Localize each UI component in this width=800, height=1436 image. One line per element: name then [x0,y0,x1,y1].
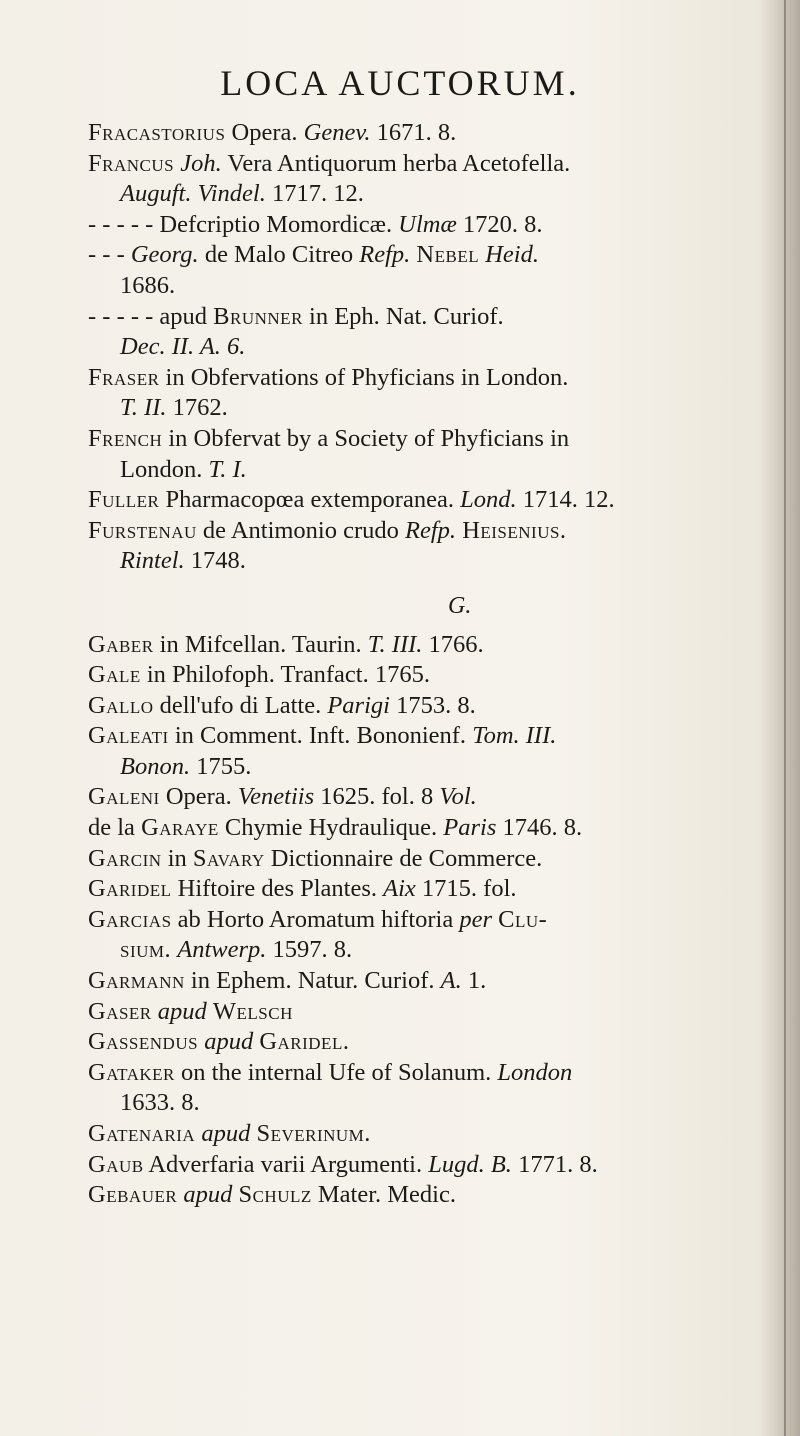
bibliography-entry [88,1180,768,1211]
italic-text: Joh. [180,149,222,177]
entry-text: 1686. [120,271,176,299]
bibliography-entry [88,905,768,966]
bibliography-entry [88,691,768,722]
entry-text: 1746. 8. [496,814,583,842]
running-head: LOCA AUCTORUM. [220,63,580,103]
italic-text: T. I. [208,455,247,483]
author-name: Garcias [88,905,172,933]
author-name: Garmann [88,967,185,995]
entry-text: ab Horto Aromatum hiftoria [171,905,460,933]
entry-text: 1762. [166,394,228,422]
entry-text: de Antimonio crudo [196,516,406,544]
author-name: Gatenaria [88,1120,196,1147]
entry-first-line [88,966,768,997]
bibliography-entry [88,813,768,844]
bibliography-entry [88,210,768,241]
bibliography-entry [88,302,768,363]
author-name: Francus [88,149,175,177]
entry-text: 1625. fol. 8 [314,783,440,811]
italic-text: Lond. [460,486,517,514]
entry-text: Hiftoire des Plantes. [171,875,384,903]
entry-first-line [88,905,768,936]
entry-text: Adverfaria varii Argumenti. [143,1150,429,1178]
entry-text: in Obfervat by a Society of Phyficians in [162,424,570,452]
entry-text: in Ephem. Natur. Curiof. [184,967,441,995]
author-name: Fraser [88,363,160,391]
entry-continuation-line [88,271,768,302]
bibliography-entry [88,721,768,782]
italic-text: Bonon. [120,752,191,780]
bibliography-entry [88,516,768,577]
entry-text: London. [120,455,209,483]
entry-text: 1748. [184,547,246,575]
entry-first-line [88,721,768,752]
entry-text: - - - - - apud [88,302,214,330]
entry-text: 1753. 8. [389,691,476,719]
author-name: Gale [88,661,141,689]
entry-first-line [88,363,768,394]
entry-text: 1. [461,967,487,995]
author-name: French [88,424,163,452]
entry-continuation-line [88,393,768,424]
entry-first-line [88,1027,768,1058]
bibliography-entry [88,240,768,301]
entry-text: in Mifcellan. Taurin. [153,630,368,658]
author-name: Garidel [88,875,172,903]
bibliography-entry [88,997,768,1028]
author-name: Gataker [88,1058,175,1086]
entry-text: - - - - - Defcriptio Momordicæ. [88,210,399,238]
bibliography-entry [88,485,768,516]
author-name: Gassendus [88,1028,199,1056]
italic-text: A. [440,967,462,995]
italic-text: Aix [383,875,416,903]
bibliography-entry [88,966,768,997]
entry-text: in Obfervations of Phyficians in London. [159,363,569,391]
section-letter: G. [448,592,472,619]
bibliography-entry [88,630,768,661]
italic-text: apud [183,1181,233,1209]
italic-text: Ulmæ [398,210,457,238]
entry-text: 1671. 8. [370,119,457,146]
entry-first-line [88,149,768,180]
entry-first-line [88,660,768,691]
entry-text: in Philofoph. Tranfact. 1765. [140,661,430,689]
author-name: Savary [192,844,265,872]
bibliography-entry [88,363,768,424]
italic-text: Parigi [327,691,390,719]
entry-text: Opera. [225,119,304,146]
bibliography-entry [88,149,768,210]
entries-g [88,630,768,1211]
entry-continuation-line [88,1088,768,1119]
author-name: Gaser [88,997,152,1025]
entry-first-line [88,1180,768,1211]
entry-first-line [88,997,768,1028]
author-name: Galeati [88,722,169,750]
italic-text: Rintel. [120,547,185,575]
entry-text: Vera Antiquorum herba Acetofella. [221,149,571,177]
entry-text: 1771. 8. [511,1150,598,1178]
entry-first-line [88,874,768,905]
italic-text: Vol. [439,783,477,811]
author-name: Clu- [498,905,548,933]
italic-text: apud [204,1028,254,1056]
entry-first-line [88,118,768,149]
entry-text: in Eph. Nat. Curiof. [302,302,504,330]
italic-text: Genev. [303,119,371,146]
italic-text: London [497,1058,573,1086]
italic-text: Paris [443,814,497,842]
entry-first-line [88,1150,768,1181]
author-name: Furstenau [88,516,197,544]
italic-text: Tom. III. [472,722,557,750]
italic-text: Lugd. B. [428,1150,512,1178]
entry-first-line [88,1058,768,1089]
entry-continuation-line [88,752,768,783]
bibliography-entry [88,660,768,691]
entry-first-line [88,630,768,661]
entry-text: Opera. [159,783,238,811]
author-name: Gebauer [88,1181,178,1209]
entries-f [88,118,768,577]
italic-text: T. III. [367,630,423,658]
entry-text: 1766. [422,630,484,658]
author-name: Nebel [416,241,480,269]
entry-text: in Comment. Inft. Bononienf. [168,722,473,750]
entry-text: 1755. [190,752,252,780]
bibliography-entry [88,1119,768,1150]
bibliography-entry [88,782,768,813]
author-name: Garcin [88,844,162,872]
author-name: Severinum. [256,1120,371,1147]
entry-first-line [88,516,768,547]
entry-text: 1714. 12. [516,486,615,514]
italic-text: Auguft. Vindel. [120,180,266,208]
italic-text: Refp. [405,516,457,544]
author-name: Gaber [88,630,154,658]
entry-first-line [88,844,768,875]
entry-first-line [88,210,768,241]
entry-first-line [88,813,768,844]
entry-text: 1597. 8. [266,936,353,964]
italic-text: apud [201,1120,251,1147]
author-name: Fuller [88,486,160,514]
entry-continuation-line [88,179,768,210]
entry-text: Chymie Hydraulique. [218,814,444,842]
entry-text: 1720. 8. [456,210,543,238]
bibliography-entry [88,424,768,485]
bibliography-entry [88,1027,768,1058]
italic-text: apud [157,997,207,1025]
entry-first-line [88,782,768,813]
bibliography-entry [88,1058,768,1119]
bibliography-entry [88,874,768,905]
author-name: Heisenius. [462,516,567,544]
entry-text: 1717. 12. [265,180,364,208]
entry-first-line [88,485,768,516]
entry-text: Mater. Medic. [311,1181,456,1209]
author-name: Welsch [212,997,293,1025]
page-edge-line [784,0,786,1436]
author-name: Galeni [88,783,160,811]
entry-text: 1715. fol. [415,875,517,903]
entry-text: on the internal Ufe of Solanum. [174,1058,498,1086]
entry-text: - - - [88,241,131,269]
italic-text: T. II. [120,394,167,422]
entry-text: in [161,844,193,872]
bibliography-entry [88,844,768,875]
italic-text: Dec. II. A. 6. [120,333,246,361]
entry-continuation-line [88,546,768,577]
author-name: Garaye [141,814,219,842]
italic-text: Refp. [359,241,411,269]
entry-first-line [88,302,768,333]
italic-text: Heid. [485,241,539,269]
author-name: Garidel. [259,1028,350,1056]
entry-text: dell'ufo di Latte. [153,691,328,719]
author-name: Brunner [213,302,303,330]
author-name: Schulz [238,1181,312,1209]
italic-text: Antwerp. [177,936,267,964]
bibliography-entry [88,1150,768,1181]
entries-list [88,118,768,1211]
entry-first-line [88,691,768,722]
entry-text: 1633. 8. [120,1089,200,1117]
author-name: Gallo [88,691,154,719]
entry-first-line [88,240,768,271]
entry-continuation-line [88,455,768,486]
entry-continuation-line [88,332,768,363]
italic-text: Venetiis [237,783,315,811]
entry-text: de la [88,814,142,842]
entry-first-line [88,424,768,455]
author-name: Fracastorius [88,119,226,146]
entry-text: Dictionnaire de Commerce. [264,844,543,872]
entry-first-line [88,1119,768,1150]
author-name: Gaub [88,1150,144,1178]
entry-text: de Malo Citreo [198,241,360,269]
entry-continuation-line [88,935,768,966]
italic-text: per [459,905,493,933]
bibliography-entry [88,118,768,149]
entry-text: Pharmacopœa extemporanea. [159,486,461,514]
italic-text: Georg. [130,241,199,269]
author-name: sium. [120,936,172,964]
